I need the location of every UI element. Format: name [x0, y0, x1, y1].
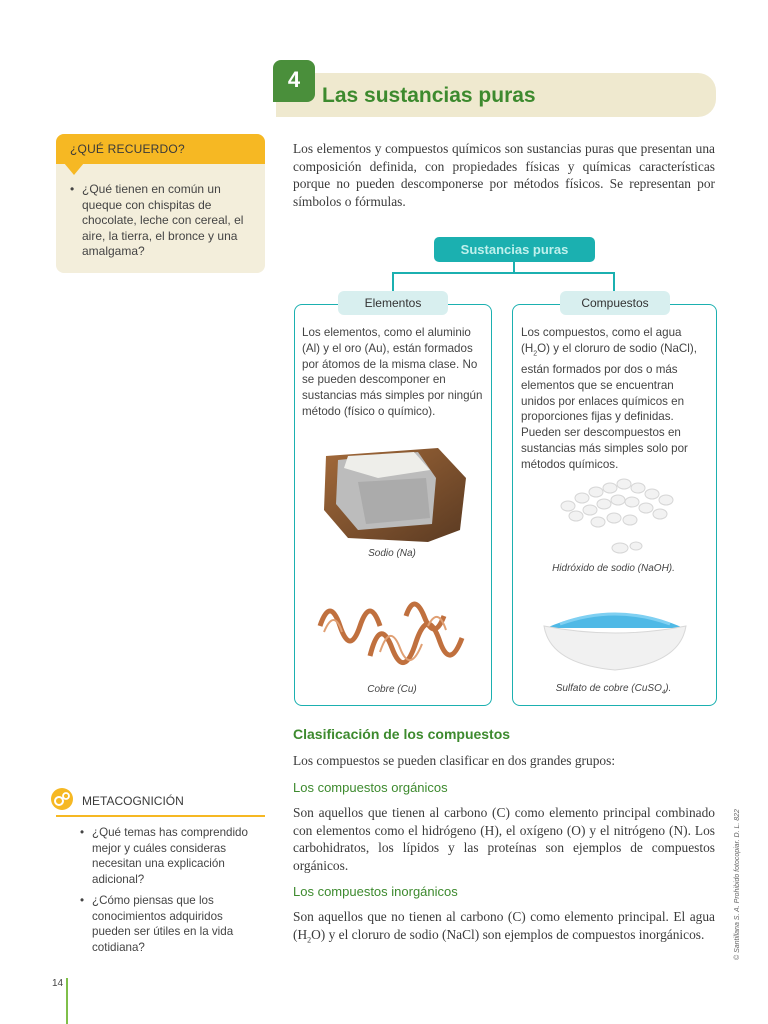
intro-paragraph: Los elementos y compuestos químicos son sustancias puras que presentan una composición definida, con propiedades físicas y químicas características porque no pueden descomponerse por métodos físicos. Se representan por símbolos o fórmulas. [293, 141, 715, 209]
inorganicos-text: Son aquellos que no tienen al carbono (C) como elemento principal. El agua $(H_2O)$ y el cloruro de sodio (NaCl) son ejemplos de compuestos inorgánicos. [293, 909, 715, 945]
recuerdo-question: • ¿Qué tienen en común un queque con chispitas de chocolate, leche con cereal, el aire, la tierra, el bronce y una amalgama? [70, 182, 262, 260]
metacognicion-title: METACOGNICIÓN [82, 794, 184, 808]
diagram-connector [613, 272, 615, 292]
copper-caption: Cobre (Cu) [367, 684, 417, 695]
copper-sulfate-image [540, 594, 690, 676]
compuestos-text: Los compuestos, como el agua $(H_2O)$ y el cloruro de sodio (NaCl), están formados por dos o más elementos que se encuentran unidos por enlaces químicos en proporciones fijas y definidas. Pueden ser descompuestos en sustancias más simples solo por métodos químicos. [521, 326, 697, 471]
elementos-label: Elementos [338, 291, 448, 315]
page-number: 14 [52, 978, 64, 989]
copyright-note: © Santillana S. A. Prohibido fotocopiar. D. L. 822 [734, 809, 741, 960]
compuestos-label: Compuestos [560, 291, 670, 315]
copper-image [310, 586, 476, 680]
diagram-connector [392, 272, 615, 274]
inorganicos-title: Los compuestos inorgánicos [293, 884, 458, 899]
copper-sulfate-caption: Sulfato de cobre (CuSO$_4$). [555, 683, 672, 696]
organicos-title: Los compuestos orgánicos [293, 780, 448, 795]
page-title: Las sustancias puras [322, 84, 536, 107]
page-rule [66, 978, 68, 1024]
metacognicion-rule [56, 815, 265, 817]
metacognicion-question-2: • ¿Cómo piensas que los conocimientos adquiridos pueden ser útiles en la vida cotidiana? [80, 893, 250, 956]
section-title-clasificacion: Clasificación de los compuestos [293, 726, 511, 742]
sodium-hydroxide-caption: Hidróxido de sodio (NaOH). [552, 563, 675, 574]
recuerdo-notch [64, 163, 84, 175]
recuerdo-title: ¿QUÉ RECUERDO? [70, 142, 185, 156]
organicos-text: Son aquellos que tienen al carbono (C) como elemento principal combinado con elementos como el hidrógeno (H), el oxígeno (O) y el nitrógeno (N). Los carbohidratos, los lípidos y las proteínas son ejemplos de compuestos orgánicos. [293, 805, 715, 873]
sodium-caption: Sodio (Na) [368, 548, 416, 559]
diagram-root-label: Sustancias puras [434, 237, 595, 262]
metacognicion-questions [80, 825, 250, 956]
clasificacion-intro: Los compuestos se pueden clasificar en dos grandes grupos: [293, 753, 616, 768]
diagram-connector [392, 272, 394, 292]
elementos-text: Los elementos, como el aluminio (Al) y el oro (Au), están formados por átomos de la misma clase. No se pueden descomponer en sustancias más simples por ningún método (físico o químico). [302, 326, 483, 418]
gears-icon [48, 787, 78, 811]
sodium-image [318, 438, 470, 548]
chapter-number-badge: 4 [273, 60, 315, 102]
sodium-hydroxide-image [548, 466, 684, 558]
metacognicion-question-1: • ¿Qué temas has comprendido mejor y cuáles consideras necesitan una explicación adicional? [80, 825, 250, 888]
